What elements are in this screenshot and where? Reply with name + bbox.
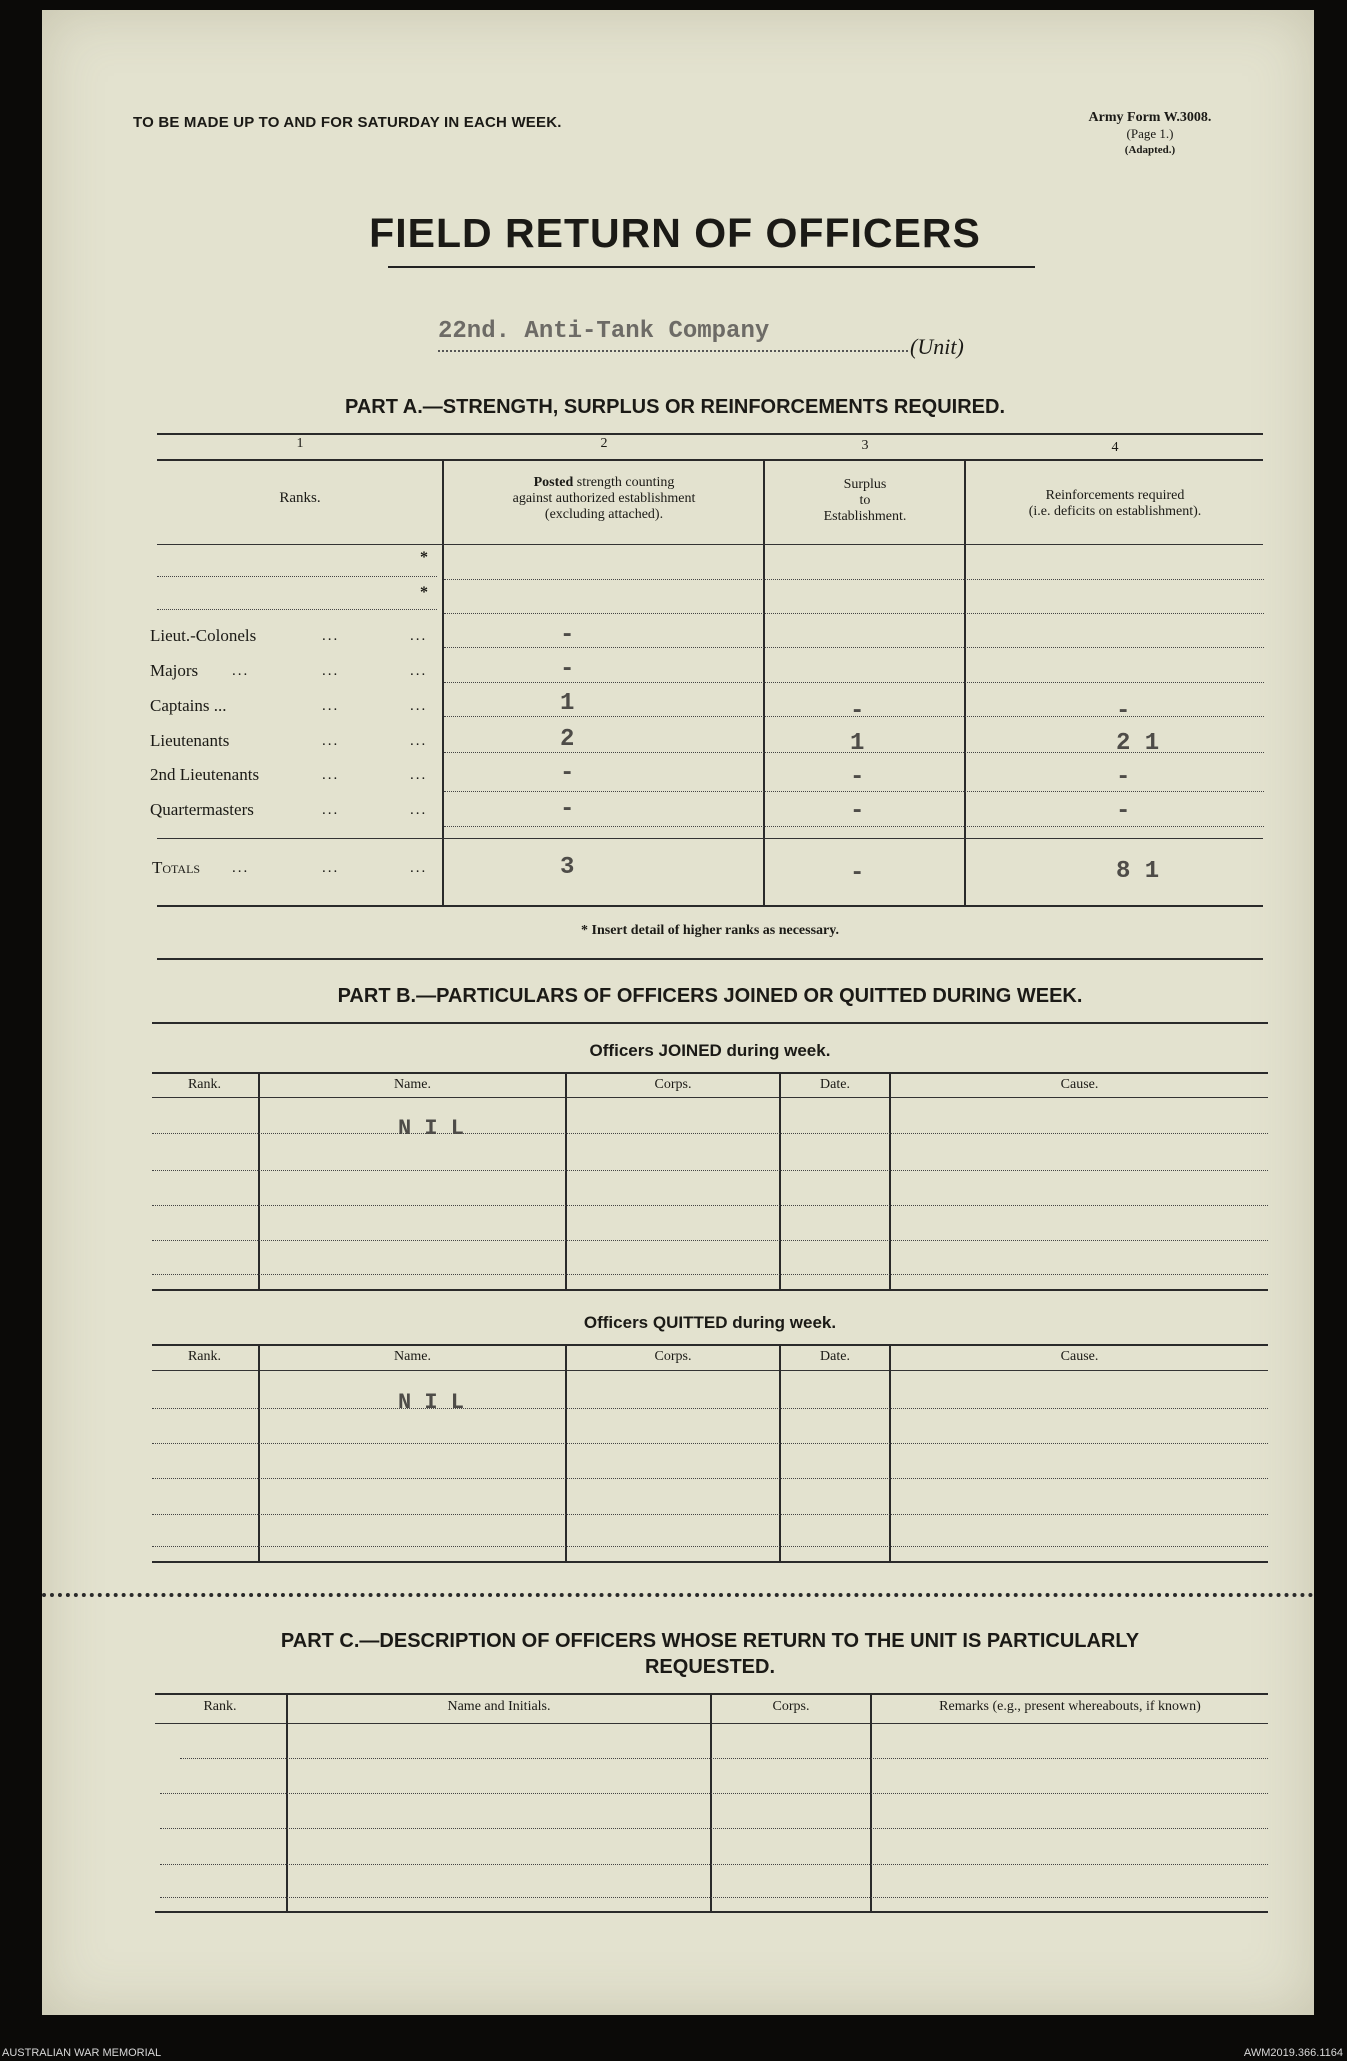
quitted-vline [889,1346,891,1562]
rank-leader: ... [322,698,340,714]
joined-vline [889,1074,891,1290]
part-a-number-rule [157,459,1263,461]
totals-surplus: - [850,860,865,887]
quitted-vline [565,1346,567,1562]
joined-header-rule [152,1097,1268,1098]
joined-vline [779,1074,781,1290]
rank-leader: ... [322,802,340,818]
part-c-heading-line2: REQUESTED. [644,1656,776,1678]
reinf-value: - [1116,764,1131,791]
part-c-heading-line1: PART C.—DESCRIPTION OF OFFICERS WHOSE RETURN TO THE UNIT IS PARTICULARLY [280,1630,1140,1652]
quitted-col-date: Date. [820,1349,850,1364]
quitted-row-rule [152,1443,1268,1444]
rank-leader: ... [410,663,428,679]
quitted-row-rule [152,1514,1268,1515]
quitted-header-rule [152,1370,1268,1371]
part-c-heading [160,1628,1260,1680]
joined-row-rule [152,1274,1268,1275]
quitted-col-corps: Corps. [654,1349,692,1364]
footer-id: AWM2019.366.1164 [1243,2047,1343,2059]
posted-header [444,475,764,523]
part-a-end-rule [157,958,1263,960]
rank-leader: ... [410,698,428,714]
part-c-row-rule [160,1897,1268,1898]
joined-header-top [152,1072,1268,1074]
joined-row-rule [152,1240,1268,1241]
reinf-header-2: (i.e. deficits on establishment). [1028,504,1202,519]
blank-row-line [157,576,437,577]
rank-label: Lieutenants [150,731,230,750]
part-a-bottom-rule [157,905,1263,907]
surplus-value: 1 [850,730,865,757]
col-number-4: 4 [1111,440,1119,455]
surplus-header-2: to [859,493,871,508]
header-instruction: TO BE MADE UP TO AND FOR SATURDAY IN EACH WEEK. [133,114,562,131]
quitted-title: Officers QUITTED during week. [583,1313,837,1332]
posted-header-line2: against authorized establishment [512,491,696,506]
part-c-row-rule [160,1793,1268,1794]
quitted-col-name: Name. [394,1349,431,1364]
reinf-header-1: Reinforcements required [1045,488,1185,503]
form-page: (Page 1.) [1126,126,1174,141]
rank-leader: ... [410,802,428,818]
quitted-row-rule [152,1478,1268,1479]
posted-value: - [560,796,575,823]
rank-label: 2nd Lieutenants [150,765,260,784]
reinf-value: - [1116,698,1131,725]
reinf-value: - [1116,798,1131,825]
joined-vline [258,1074,260,1290]
totals-top-rule [157,838,1263,839]
quitted-vline [258,1346,260,1562]
col-number-1: 1 [296,436,304,451]
rank-leader: ... [322,733,340,749]
surplus-header [765,477,965,525]
part-c-row-rule [160,1828,1268,1829]
unit-dotted-line [438,350,908,352]
form-adapted: (Adapted.) [1124,144,1176,156]
footer-source: AUSTRALIAN WAR MEMORIAL [2,2047,162,2059]
joined-col-date: Date. [820,1077,850,1092]
rank-leader: ... [322,628,340,644]
totals-label: Totals [152,858,201,877]
row-rule [444,579,1264,580]
joined-col-name: Name. [394,1077,431,1092]
rank-label: Quartermasters [150,800,254,819]
quitted-bottom-rule [152,1561,1268,1563]
surplus-header-1: Surplus [843,477,887,492]
part-c-vline [286,1695,288,1912]
joined-title: Officers JOINED during week. [589,1041,831,1060]
rank-leader: ... [410,628,428,644]
surplus-value: - [850,798,865,825]
reinf-header [966,488,1264,520]
part-a-heading: PART A.—STRENGTH, SURPLUS OR REINFORCEMENTS REQUIRED. [344,396,1006,418]
part-c-row-rule [160,1864,1268,1865]
quitted-row-rule [152,1546,1268,1547]
part-c-col-remarks: Remarks (e.g., present whereabouts, if known) [939,1699,1201,1714]
posted-value: - [560,622,575,649]
quitted-col-rank: Rank. [187,1349,222,1364]
part-c-bottom-rule [155,1911,1268,1913]
joined-row-rule [152,1205,1268,1206]
form-number-block [1040,110,1260,158]
surplus-value: - [850,698,865,725]
joined-vline [565,1074,567,1290]
joined-row-rule [152,1133,1268,1134]
reinf-value: 2 1 [1116,730,1160,757]
rank-leader: ... [410,767,428,783]
part-a-top-rule [157,433,1263,435]
surplus-header-3: Establishment. [823,509,907,524]
rank-leader: ... [322,860,340,876]
part-a-header-rule [157,544,1263,545]
quitted-vline [779,1346,781,1562]
rank-leader: ... [410,733,428,749]
joined-col-cause: Cause. [1060,1077,1099,1092]
quitted-col-cause: Cause. [1060,1349,1099,1364]
part-c-vline [870,1695,872,1912]
posted-value: 1 [560,690,575,717]
part-c-col-rank: Rank. [203,1699,237,1714]
joined-col-corps: Corps. [654,1077,692,1092]
row-rule [444,791,1264,792]
rank-label: Majors [150,661,199,680]
col-number-3: 3 [861,438,869,453]
posted-value: - [560,656,575,683]
page-title: FIELD RETURN OF OFFICERS [369,210,981,256]
quitted-nil: N I L [398,1390,465,1415]
posted-header-line3: (excluding attached). [544,507,664,522]
star-marker: * [420,549,428,566]
part-c-col-name: Name and Initials. [447,1699,551,1714]
rank-leader: ... [322,767,340,783]
part-c-vline [710,1695,712,1912]
quitted-header-top [152,1344,1268,1346]
rank-leader: ... [232,860,250,876]
unit-value: 22nd. Anti-Tank Company [438,318,770,345]
rank-label: Lieut.-Colonels [150,626,257,645]
row-rule [444,826,1264,827]
unit-label: (Unit) [910,334,964,359]
joined-nil: N I L [398,1116,465,1141]
posted-header-rest: strength counting [573,475,675,490]
part-a-footnote: * Insert detail of higher ranks as necessary. [581,923,839,938]
joined-bottom-rule [152,1289,1268,1291]
row-rule [444,613,1264,614]
joined-col-rank: Rank. [187,1077,222,1092]
perforation-line [42,1593,1314,1597]
part-b-top-rule [152,1022,1268,1024]
joined-row-rule [152,1170,1268,1171]
form-number: Army Form W.3008. [1088,110,1212,125]
posted-value: - [560,760,575,787]
totals-posted: 3 [560,854,575,881]
totals-reinf: 8 1 [1116,858,1160,885]
star-marker: * [420,584,428,601]
col-number-2: 2 [600,436,608,451]
posted-value: 2 [560,726,575,753]
ranks-header: Ranks. [279,490,321,506]
blank-row-line [157,609,437,610]
surplus-value: - [850,764,865,791]
part-c-row-rule [180,1758,1268,1759]
rank-label: Captains ... [150,696,227,715]
quitted-row-rule [152,1408,1268,1409]
rank-leader: ... [322,663,340,679]
part-b-heading: PART B.—PARTICULARS OF OFFICERS JOINED OR QUITTED DURING WEEK. [337,985,1083,1007]
part-c-col-corps: Corps. [772,1699,810,1714]
rank-leader: ... [232,663,250,679]
posted-header-bold: Posted [533,475,574,490]
title-underline [388,266,1035,268]
rank-leader: ... [410,860,428,876]
